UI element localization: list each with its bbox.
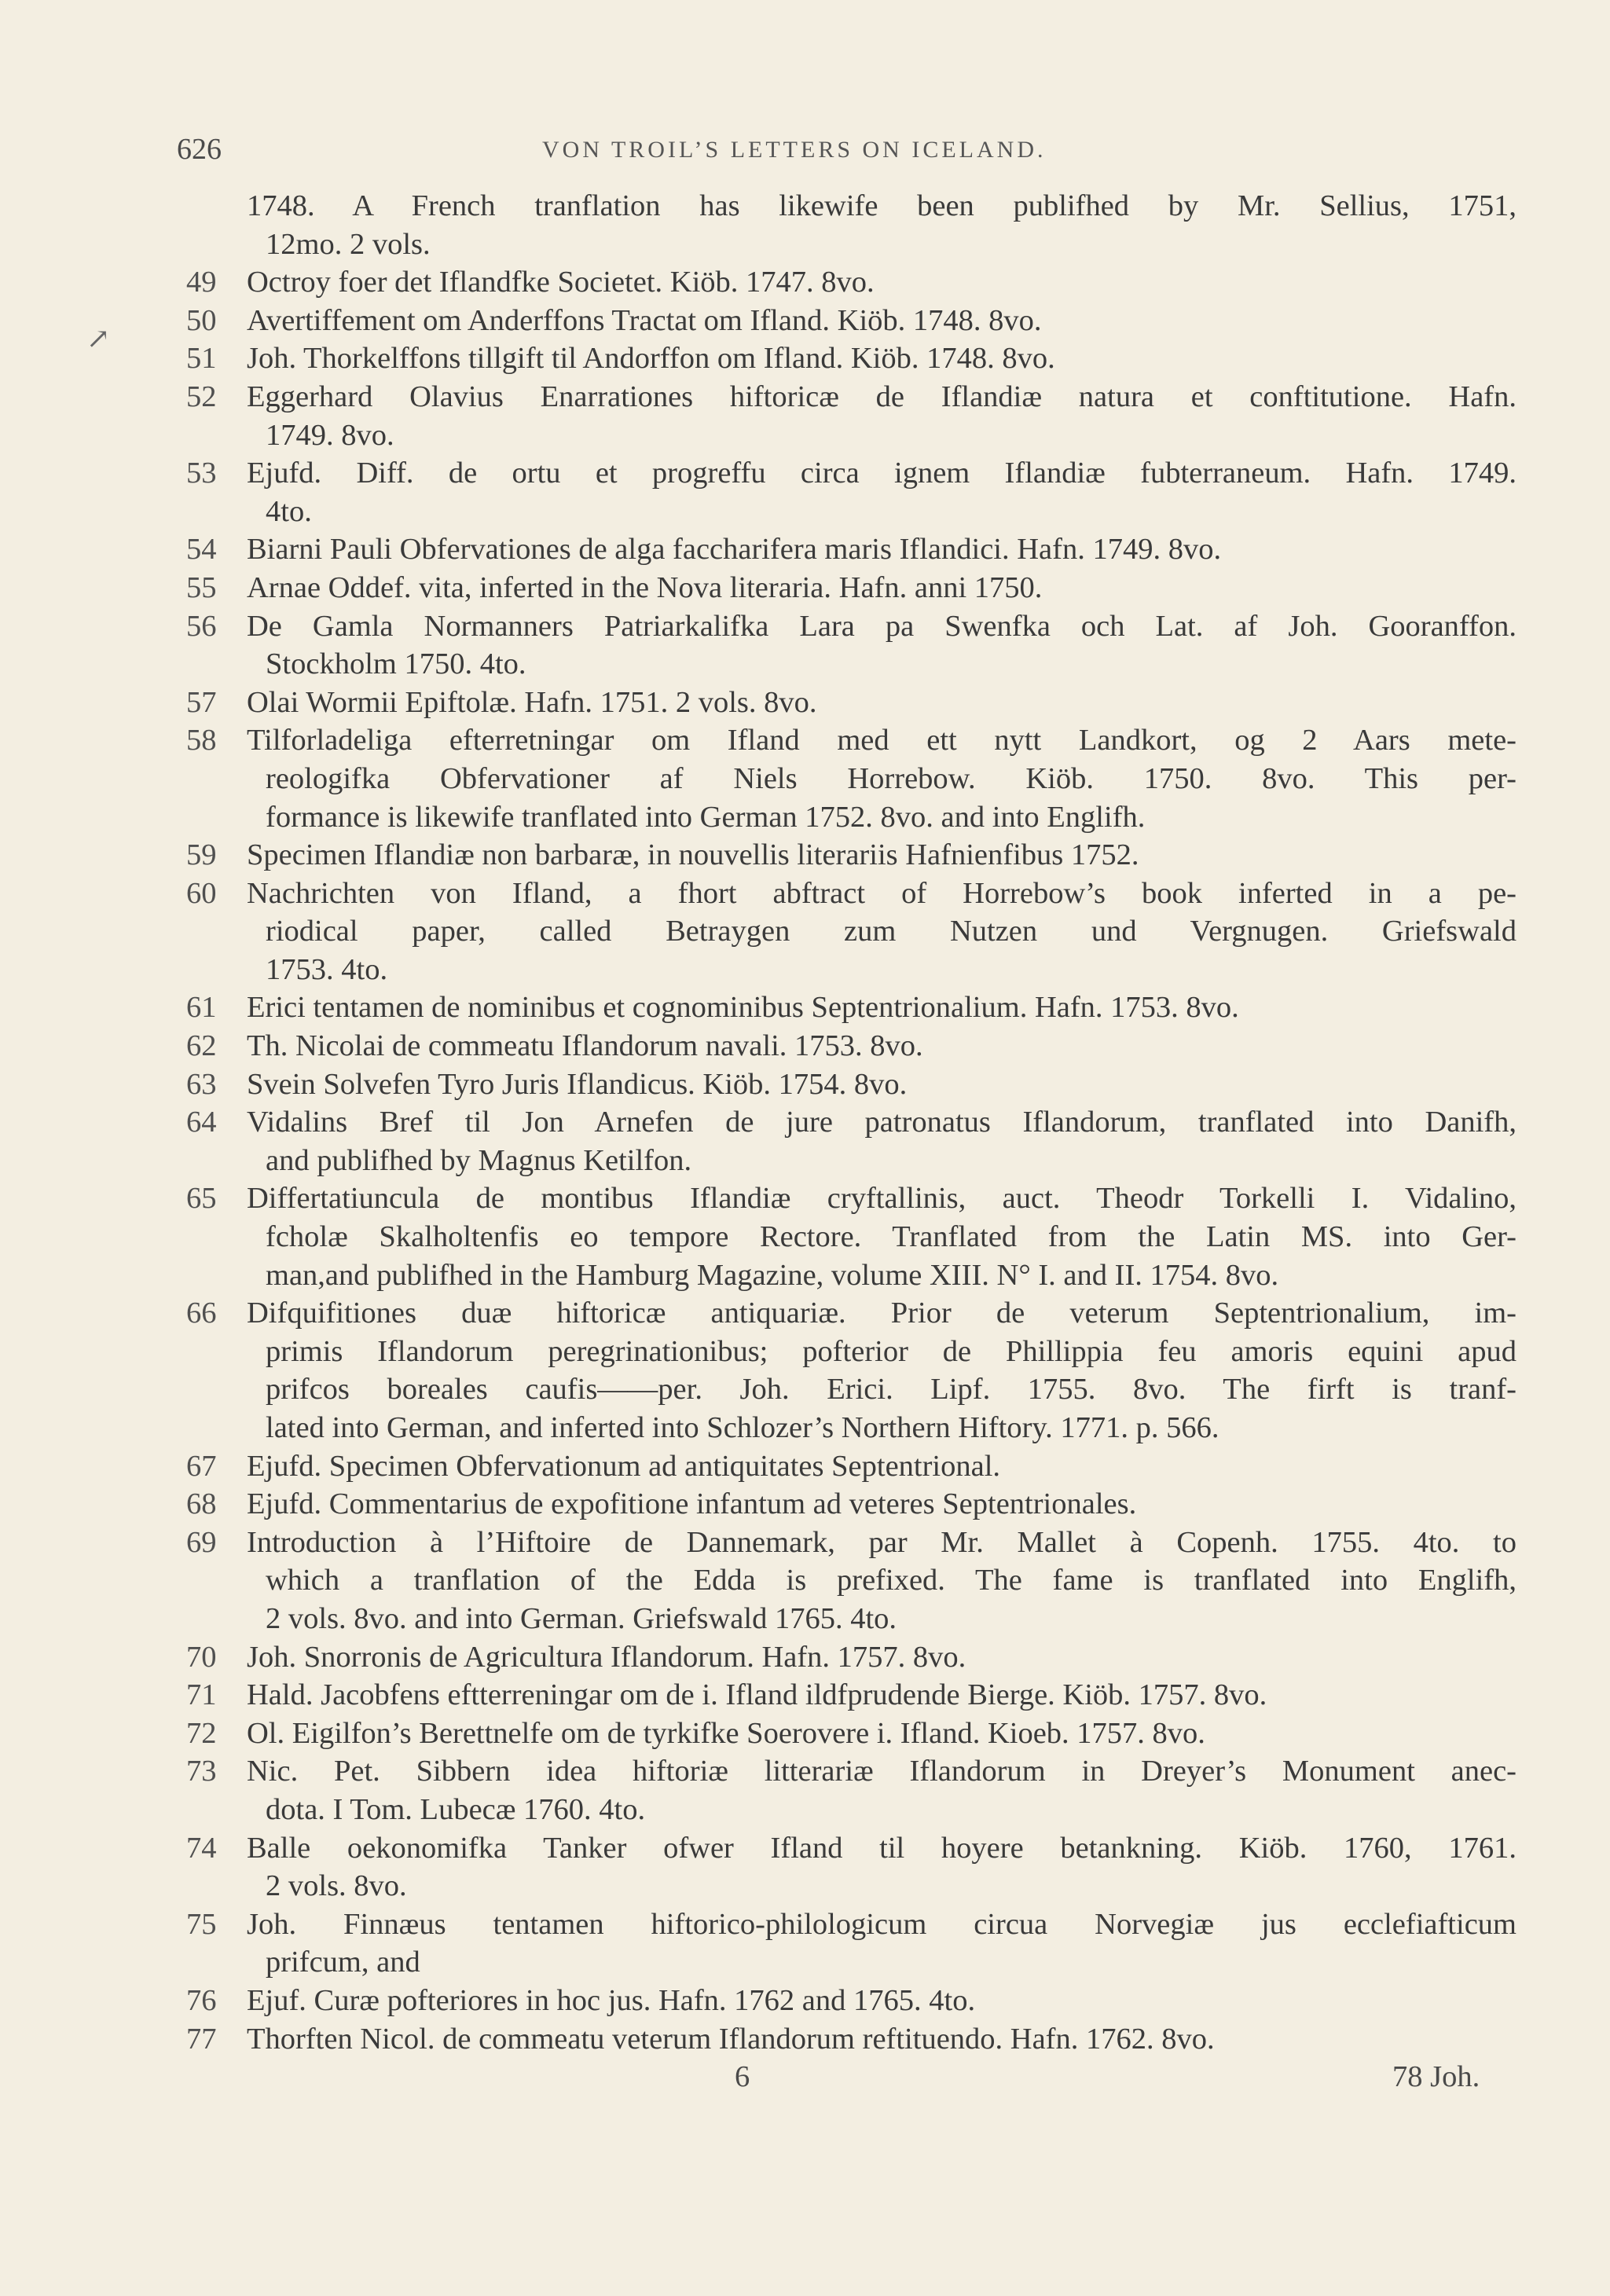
entry-line	[0, 1027, 1610, 1065]
bibliography-entry	[0, 836, 1610, 875]
signature-mark: 6	[735, 2060, 750, 2094]
entry-line	[0, 187, 1610, 226]
bibliography-entry	[0, 1027, 1610, 1065]
entry-line	[0, 1561, 1610, 1600]
entry-text: Ejuf. Curæ pofteriores in hoc jus. Hafn. 1762 and 1765. 4to.	[247, 1983, 976, 2017]
bibliography-entry	[0, 263, 1610, 302]
entry-text: Ol. Eigilfon’s Berettnelfe om de tyrkifke Soerovere i. Ifland. Kioeb. 1757. 8vo.	[247, 1716, 1205, 1750]
entry-line	[0, 684, 1610, 722]
entry-line	[0, 1447, 1610, 1486]
entry-text: De Gamla Normanners Patriarkalifka Lara pa Swenfka och Lat. af Joh. Gooranffon.	[247, 609, 1516, 643]
entry-text: Tilforladeliga efterretningar om Ifland med ett nytt Landkort, og 2 Aars mete-	[247, 724, 1516, 757]
entry-line	[0, 1409, 1610, 1447]
entry-line	[0, 416, 1610, 455]
entry-text: Specimen Iflandiæ non barbaræ, in nouvellis literariis Hafnienfibus 1752.	[247, 838, 1139, 872]
entry-text: Avertiffement om Anderffons Tractat om Ifland. Kiöb. 1748. 8vo.	[247, 303, 1042, 337]
entry-text: Arnae Oddef. vita, inferted in the Nova literaria. Hafn. anni 1750.	[247, 570, 1043, 604]
entry-line	[0, 1638, 1610, 1677]
entry-number: 53	[186, 457, 217, 490]
entry-number: 60	[186, 876, 217, 910]
entry-line	[0, 493, 1610, 531]
entry-line	[0, 1715, 1610, 1753]
entry-text: 1753. 4to.	[266, 952, 388, 986]
entry-line	[0, 1867, 1610, 1905]
entry-number: 71	[186, 1678, 217, 1712]
entry-text: Svein Solvefen Tyro Juris Iflandicus. Kiöb. 1754. 8vo.	[247, 1067, 908, 1101]
bibliography-entry	[0, 1103, 1610, 1179]
bibliography-entry	[0, 1447, 1610, 1486]
entry-text: and publifhed by Magnus Ketilfon.	[266, 1143, 692, 1177]
entry-text: Erici tentamen de nominibus et cognominibus Septentrionalium. Hafn. 1753. 8vo.	[247, 991, 1239, 1025]
margin-mark: ↗	[86, 323, 111, 354]
entry-line	[0, 1943, 1610, 1982]
entry-text: Octroy foer det Iflandfke Societet. Kiöb. 1747. 8vo.	[247, 266, 875, 299]
page-number: 626	[177, 133, 222, 166]
bibliography-entry	[0, 1485, 1610, 1524]
entry-line	[0, 530, 1610, 569]
bibliography-entry	[0, 1294, 1610, 1447]
entry-line	[0, 1256, 1610, 1295]
entry-number: 73	[186, 1755, 217, 1788]
entry-line	[0, 988, 1610, 1027]
entry-line	[0, 454, 1610, 493]
entry-text: reologifka Obfervationer af Niels Horrebow. Kiöb. 1750. 8vo. This per-	[266, 761, 1516, 795]
entry-number: 72	[186, 1716, 217, 1750]
entry-text: Olai Wormii Epiftolæ. Hafn. 1751. 2 vols. 8vo.	[247, 685, 817, 719]
entry-line	[0, 1103, 1610, 1142]
entry-line	[0, 721, 1610, 760]
bibliography-entry	[0, 1752, 1610, 1828]
entry-line	[0, 378, 1610, 416]
bibliography-entry	[0, 721, 1610, 836]
bibliography-entry	[0, 187, 1610, 263]
entry-line	[0, 798, 1610, 837]
entry-text: riodical paper, called Betraygen zum Nutzen und Vergnugen. Griefswald	[266, 915, 1516, 948]
bibliography-entry	[0, 454, 1610, 530]
entry-line	[0, 1982, 1610, 2020]
entry-number: 68	[186, 1487, 217, 1521]
entry-number: 64	[186, 1106, 217, 1139]
entry-number: 67	[186, 1449, 217, 1483]
entry-line	[0, 1179, 1610, 1218]
page-footer	[0, 2058, 1610, 2096]
entry-text: Introduction à l’Hiftoire de Dannemark, par Mr. Mallet à Copenh. 1755. 4to. to	[247, 1525, 1516, 1559]
entry-number: 54	[186, 533, 217, 567]
entry-text: Hald. Jacobfens eftterreningar om de i. Ifland ildfprudende Bierge. Kiöb. 1757. 8vo.	[247, 1678, 1267, 1712]
entry-text: Biarni Pauli Obfervationes de alga faccharifera maris Iflandici. Hafn. 1749. 8vo.	[247, 533, 1222, 567]
entry-text: Nachrichten von Ifland, a fhort abftract of Horrebow’s book inferted in a pe-	[247, 876, 1516, 910]
entry-line	[0, 951, 1610, 989]
entry-line	[0, 226, 1610, 264]
entry-line	[0, 1485, 1610, 1524]
bibliography-list	[0, 187, 1610, 2096]
entry-number: 55	[186, 570, 217, 604]
entry-line	[0, 1600, 1610, 1638]
entry-line	[0, 1829, 1610, 1868]
entry-number: 61	[186, 991, 217, 1025]
entry-number: 77	[186, 2022, 217, 2056]
entry-line	[0, 760, 1610, 798]
entry-number: 52	[186, 380, 217, 413]
entry-line	[0, 263, 1610, 302]
entry-line	[0, 569, 1610, 607]
entry-line	[0, 1294, 1610, 1333]
bibliography-entry	[0, 1065, 1610, 1104]
bibliography-entry	[0, 1524, 1610, 1638]
bibliography-entry	[0, 569, 1610, 607]
entry-text: Nic. Pet. Sibbern idea hiftoriæ litterariæ Iflandorum in Dreyer’s Monument anec-	[247, 1755, 1516, 1788]
entry-text: 12mo. 2 vols.	[266, 227, 431, 261]
entry-line	[0, 1370, 1610, 1409]
entry-text: fcholæ Skalholtenfis eo tempore Rectore. Tranflated from the Latin MS. into Ger-	[266, 1220, 1516, 1254]
entry-text: 2 vols. 8vo.	[266, 1869, 407, 1903]
entry-text: prifcos boreales caufis——per. Joh. Erici. Lipf. 1755. 8vo. The firft is tranf-	[266, 1373, 1516, 1407]
running-title: VON TROIL’S LETTERS ON ICELAND.	[542, 137, 1047, 163]
bibliography-entry	[0, 1638, 1610, 1677]
entry-line	[0, 302, 1610, 340]
bibliography-entry	[0, 607, 1610, 684]
entry-number: 49	[186, 266, 217, 299]
bibliography-entry	[0, 2020, 1610, 2059]
bibliography-entry	[0, 339, 1610, 378]
entry-text: Eggerhard Olavius Enarrationes hiftoricæ de Iflandiæ natura et conftitutione. Hafn.	[247, 380, 1516, 413]
entry-text: Ejufd. Specimen Obfervationum ad antiquitates Septentrional.	[247, 1449, 1001, 1483]
bibliography-entry	[0, 988, 1610, 1027]
entry-text: Stockholm 1750. 4to.	[266, 647, 526, 681]
entry-text: dota. I Tom. Lubecæ 1760. 4to.	[266, 1792, 646, 1826]
bibliography-entry	[0, 875, 1610, 989]
page-header	[0, 132, 1610, 171]
entry-text: Joh. Snorronis de Agricultura Iflandorum. Hafn. 1757. 8vo.	[247, 1640, 966, 1674]
entry-number: 65	[186, 1182, 217, 1216]
entry-text: 4to.	[266, 494, 312, 528]
entry-number: 59	[186, 838, 217, 872]
entry-text: prifcum, and	[266, 1946, 420, 1979]
entry-text: 1749. 8vo.	[266, 418, 394, 452]
entry-line	[0, 875, 1610, 913]
entry-line	[0, 836, 1610, 875]
catchword: 78 Joh.	[1392, 2060, 1480, 2094]
entry-number: 74	[186, 1831, 217, 1865]
bibliography-entry	[0, 1179, 1610, 1294]
bibliography-entry	[0, 1982, 1610, 2020]
entry-line	[0, 912, 1610, 951]
entry-text: Joh. Thorkelffons tillgift til Andorffon om Ifland. Kiöb. 1748. 8vo.	[247, 342, 1055, 376]
entry-number: 75	[186, 1907, 217, 1941]
entry-number: 51	[186, 342, 217, 376]
entry-line	[0, 1791, 1610, 1829]
entry-text: Vidalins Bref til Jon Arnefen de jure patronatus Iflandorum, tranflated into Danifh,	[247, 1106, 1516, 1139]
bibliography-entry	[0, 1905, 1610, 1982]
entry-number: 56	[186, 609, 217, 643]
entry-number: 50	[186, 303, 217, 337]
entry-number: 57	[186, 685, 217, 719]
entry-number: 69	[186, 1525, 217, 1559]
entry-number: 70	[186, 1640, 217, 1674]
entry-text: 2 vols. 8vo. and into German. Griefswald 1765. 4to.	[266, 1601, 897, 1635]
entry-text: man,and publifhed in the Hamburg Magazine, volume XIII. N° I. and II. 1754. 8vo.	[266, 1258, 1279, 1292]
entry-text: Ejufd. Diff. de ortu et progreffu circa ignem Iflandiæ fubterraneum. Hafn. 1749.	[247, 457, 1516, 490]
entry-number: 66	[186, 1297, 217, 1330]
entry-text: formance is likewife tranflated into German 1752. 8vo. and into Englifh.	[266, 800, 1146, 834]
entry-text: Joh. Finnæus tentamen hiftorico-philologicum circua Norvegiæ jus ecclefiafticum	[247, 1907, 1516, 1941]
bibliography-entry	[0, 1715, 1610, 1753]
entry-line	[0, 607, 1610, 646]
entry-line	[0, 1142, 1610, 1180]
entry-text: which a tranflation of the Edda is prefixed. The fame is tranflated into Englifh,	[266, 1564, 1516, 1597]
entry-number: 76	[186, 1983, 217, 2017]
bibliography-entry	[0, 530, 1610, 569]
bibliography-entry	[0, 684, 1610, 722]
bibliography-entry	[0, 1829, 1610, 1905]
entry-number: 62	[186, 1029, 217, 1063]
entry-line	[0, 1752, 1610, 1791]
entry-text: primis Iflandorum peregrinationibus; pofterior de Phillippia feu amoris equini apud	[266, 1334, 1516, 1368]
entry-line	[0, 1676, 1610, 1715]
entry-line	[0, 1218, 1610, 1256]
entry-line	[0, 1905, 1610, 1944]
entry-text: lated into German, and inferted into Schlozer’s Northern Hiftory. 1771. p. 566.	[266, 1411, 1219, 1444]
entry-text: Ejufd. Commentarius de expofitione infantum ad veteres Septentrionales.	[247, 1487, 1137, 1521]
entry-text: Th. Nicolai de commeatu Iflandorum navali. 1753. 8vo.	[247, 1029, 923, 1063]
bibliography-entry	[0, 1676, 1610, 1715]
entry-line	[0, 645, 1610, 684]
entry-text: Differtatiuncula de montibus Iflandiæ cryftallinis, auct. Theodr Torkelli I. Vidalino,	[247, 1182, 1516, 1216]
entry-text: Thorften Nicol. de commeatu veterum Iflandorum reftituendo. Hafn. 1762. 8vo.	[247, 2022, 1215, 2056]
entry-number: 63	[186, 1067, 217, 1101]
entry-text: Difquifitiones duæ hiftoricæ antiquariæ. Prior de veterum Septentrionalium, im-	[247, 1297, 1516, 1330]
entry-line	[0, 1333, 1610, 1371]
bibliography-entry	[0, 378, 1610, 454]
entry-line	[0, 339, 1610, 378]
bibliography-entry	[0, 302, 1610, 340]
entry-text: Balle oekonomifka Tanker ofwer Ifland til hoyere betankning. Kiöb. 1760, 1761.	[247, 1831, 1516, 1865]
entry-line	[0, 2020, 1610, 2059]
entry-line	[0, 1065, 1610, 1104]
entry-number: 58	[186, 724, 217, 757]
entry-text: 1748. A French tranflation has likewife been publifhed by Mr. Sellius, 1751,	[247, 189, 1516, 222]
entry-line	[0, 1524, 1610, 1562]
